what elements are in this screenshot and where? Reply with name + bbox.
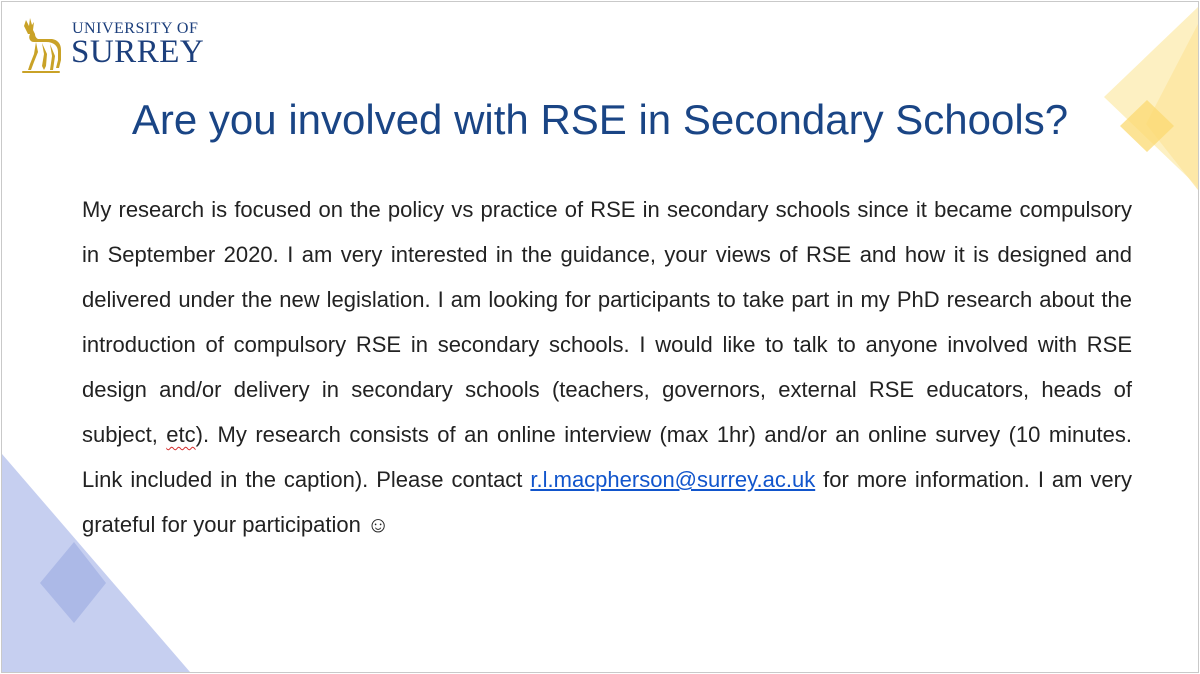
body-paragraph	[82, 187, 1132, 547]
university-logo	[16, 12, 226, 76]
body-text-part1: My research is focused on the policy vs practice of RSE in secondary schools since it became compulsory in September 2020. I am very interested in the guidance, your views of RSE and how it is designed and delivered under the new legislation. I am looking for participants to take part in my PhD research about the introduction of compulsory RSE in secondary schools. I would like to talk to anyone involved with RSE design and/or delivery in secondary schools (teachers, governors, external RSE educators, heads of subject,	[82, 197, 1132, 447]
slide-title: Are you involved with RSE in Secondary Schools?	[131, 96, 1069, 143]
slide	[1, 1, 1199, 673]
logo-surrey: SURREY	[71, 34, 205, 70]
stag-icon	[16, 14, 66, 74]
logo-university-of: UNIVERSITY OF	[72, 20, 199, 37]
spellcheck-word: etc	[166, 422, 196, 447]
body-text-part2: ). My research consists of an online interview (max 1hr) and/or an online survey (10 minutes. Link included in the caption). Please contact	[82, 422, 1132, 492]
email-link[interactable]: r.l.macpherson@surrey.ac.uk	[530, 467, 816, 492]
body-text-part3: for more information. I am very grateful for your participation ☺	[82, 467, 1132, 537]
